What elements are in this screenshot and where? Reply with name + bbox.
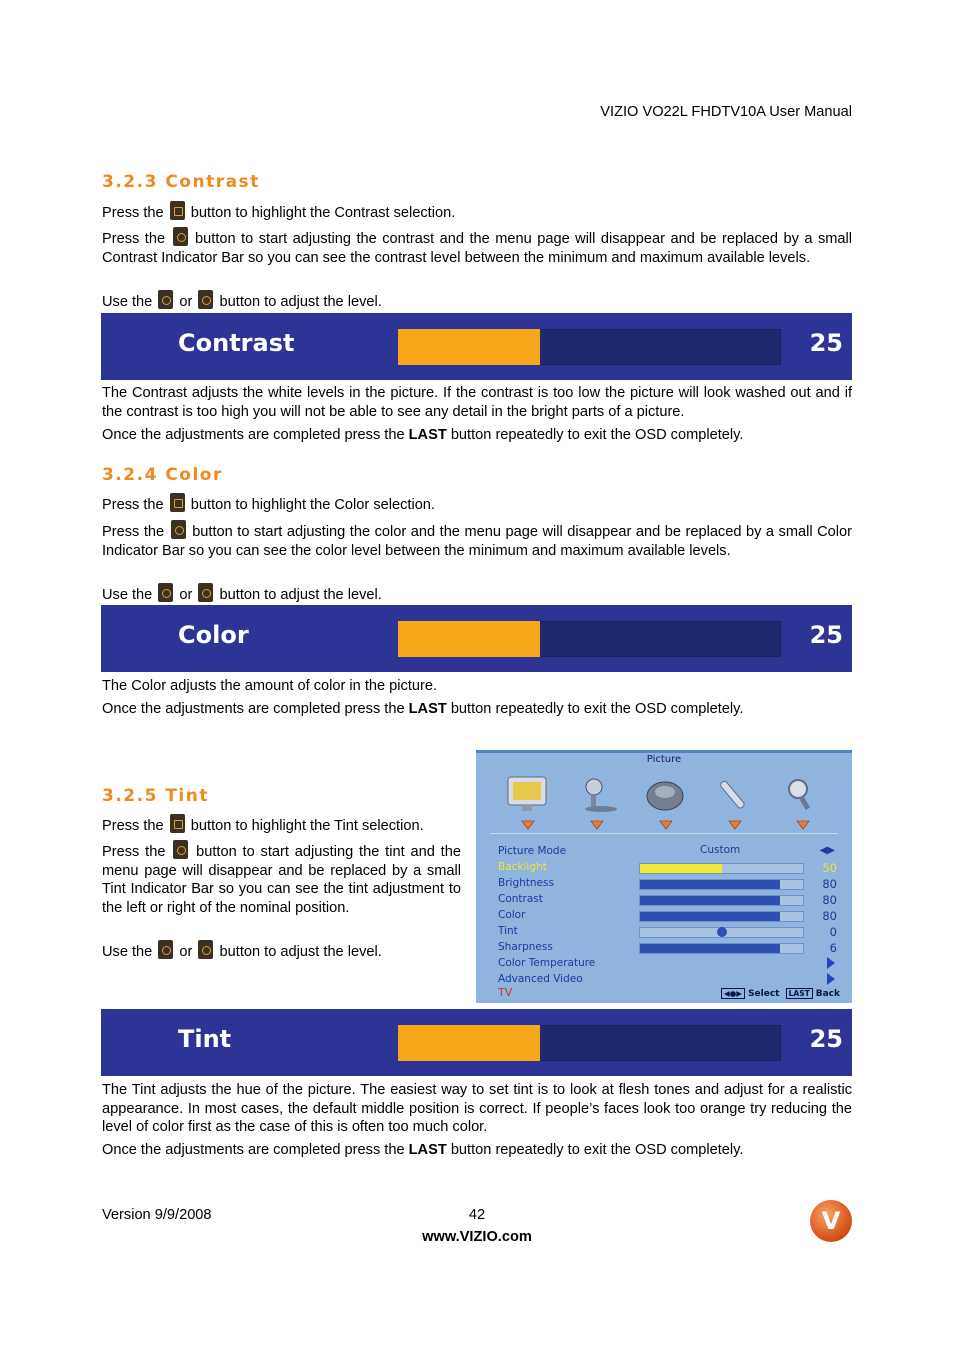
slider-fill <box>640 864 722 873</box>
audio-icon <box>585 779 617 812</box>
menu-item-advanced-video: Advanced Video <box>498 973 583 985</box>
section-heading-contrast: 3.2.3 Contrast <box>102 172 260 192</box>
tint-exit-note: Once the adjustments are completed press the LAST button repeatedly to exit the OSD completely. <box>102 1142 744 1158</box>
navigation-keys-icon: ◀●▶ <box>721 988 745 999</box>
menu-item-value: 80 <box>822 909 837 923</box>
right-button-icon <box>173 840 188 859</box>
color-step-3: Use the or button to adjust the level. <box>102 583 852 605</box>
picture-icon <box>508 777 546 811</box>
indicator-track <box>398 329 781 365</box>
section-heading-tint: 3.2.5 Tint <box>102 786 209 806</box>
indicator-label: Color <box>178 621 249 649</box>
picture-mode-value: Custom <box>700 844 741 856</box>
menu-item-value: 50 <box>822 861 837 875</box>
indicator-value: 25 <box>809 621 843 649</box>
menu-item-tint: Tint <box>498 925 518 937</box>
contrast-description: The Contrast adjusts the white levels in the picture. If the contrast is too low the picture will look washed out and if the contrast is too high you will not be able to see any detail in the bright parts of a picture. <box>102 385 852 420</box>
color-indicator-bar <box>101 605 852 672</box>
right-button-icon <box>198 583 213 602</box>
menu-title: Picture <box>646 754 682 765</box>
left-button-icon <box>158 290 173 309</box>
menu-slider <box>639 911 804 922</box>
help-magnifier-icon <box>789 780 810 810</box>
tint-step-3: Use the or button to adjust the level. <box>102 940 461 962</box>
menu-slider <box>639 895 804 906</box>
menu-slider <box>639 863 804 874</box>
menu-item-value: 80 <box>822 877 837 891</box>
menu-item-sharpness: Sharpness <box>498 941 553 953</box>
indicator-fill <box>398 1025 540 1061</box>
slider-fill <box>640 944 780 953</box>
left-right-arrows-icon: ◀▶ <box>819 845 835 856</box>
menu-slider <box>639 943 804 954</box>
setup-wrench-icon <box>719 780 745 809</box>
contrast-step-2: Press the button to start adjusting the contrast and the menu page will disappear and be replaced by a small Contrast Indicator Bar so you can see the contrast level between the minimum and maximum available levels. <box>102 227 852 267</box>
tint-indicator-bar <box>101 1009 852 1076</box>
color-description: The Color adjusts the amount of color in the picture. <box>102 678 438 694</box>
contrast-step-3: Use the or button to adjust the level. <box>102 290 852 312</box>
menu-divider <box>490 833 838 834</box>
footer-version: Version 9/9/2008 <box>102 1207 212 1223</box>
tv-icon <box>647 782 683 810</box>
submenu-arrow-icon <box>827 957 835 969</box>
indicator-label: Contrast <box>178 329 295 357</box>
left-button-icon <box>158 940 173 959</box>
menu-slider <box>639 927 804 938</box>
right-button-icon <box>173 227 188 246</box>
section-heading-color: 3.2.4 Color <box>102 465 223 485</box>
contrast-step-1: Press the button to highlight the Contrast selection. <box>102 201 852 223</box>
tint-description: The Tint adjusts the hue of the picture. The easiest way to set tint is to look at flesh tones and adjust for a realistic appearance. In most cases, the default middle position is correct. If people’s faces look too orange try reducing the level of color first as the case of this is often too much color. <box>102 1082 852 1135</box>
left-button-icon <box>158 583 173 602</box>
menu-item-value: 0 <box>829 925 837 939</box>
footer-url: www.VIZIO.com <box>422 1229 532 1245</box>
down-arrow-icons <box>522 821 809 829</box>
contrast-exit-note: Once the adjustments are completed press the LAST button repeatedly to exit the OSD completely. <box>102 427 744 443</box>
ok-button-icon <box>170 493 185 512</box>
indicator-track <box>398 1025 781 1061</box>
menu-item-value: 80 <box>822 893 837 907</box>
menu-item-color: Color <box>498 909 526 921</box>
tint-step-2: Press the button to start adjusting the tint and the menu page will disappear and be replaced by a small Tint Indicator Bar so you can see the tint adjustment to the left or right of the nominal position. <box>102 840 461 917</box>
menu-item-brightness: Brightness <box>498 877 554 889</box>
menu-item-backlight: Backlight <box>498 861 547 873</box>
indicator-fill <box>398 329 540 365</box>
submenu-arrow-icon <box>827 973 835 985</box>
color-exit-note: Once the adjustments are completed press the LAST button repeatedly to exit the OSD completely. <box>102 701 744 717</box>
right-button-icon <box>198 290 213 309</box>
indicator-label: Tint <box>178 1025 232 1053</box>
picture-menu-screenshot <box>476 750 852 1003</box>
right-button-icon <box>198 940 213 959</box>
page-number: 42 <box>468 1207 486 1223</box>
slider-fill <box>640 896 780 905</box>
menu-footer-hints: ◀●▶ Select LAST Back <box>718 988 840 999</box>
slider-fill <box>640 880 780 889</box>
document-header: VIZIO VO22L FHDTV10A User Manual <box>600 104 852 120</box>
contrast-indicator-bar <box>101 313 852 380</box>
indicator-value: 25 <box>809 329 843 357</box>
ok-button-icon <box>170 201 185 220</box>
menu-item-picture-mode: Picture Mode <box>498 845 567 857</box>
tint-step-1: Press the button to highlight the Tint selection. <box>102 814 461 836</box>
ok-button-icon <box>170 814 185 833</box>
slider-fill <box>640 912 780 921</box>
last-key-icon: LAST <box>786 988 813 999</box>
menu-item-color-temperature: Color Temperature <box>498 957 596 969</box>
menu-item-value: 6 <box>829 941 837 955</box>
slider-knob <box>717 927 727 937</box>
right-button-icon <box>171 520 186 539</box>
indicator-fill <box>398 621 540 657</box>
indicator-track <box>398 621 781 657</box>
input-source: TV <box>498 986 513 999</box>
menu-icon-row <box>476 753 852 833</box>
indicator-value: 25 <box>809 1025 843 1053</box>
menu-slider <box>639 879 804 890</box>
vizio-logo: V <box>810 1200 852 1242</box>
menu-item-contrast: Contrast <box>498 893 543 905</box>
color-step-1: Press the button to highlight the Color selection. <box>102 493 852 515</box>
color-step-2: Press the button to start adjusting the color and the menu page will disappear and be replaced by a small Color Indicator Bar so you can see the color level between the minimum and maximum available levels. <box>102 520 852 560</box>
